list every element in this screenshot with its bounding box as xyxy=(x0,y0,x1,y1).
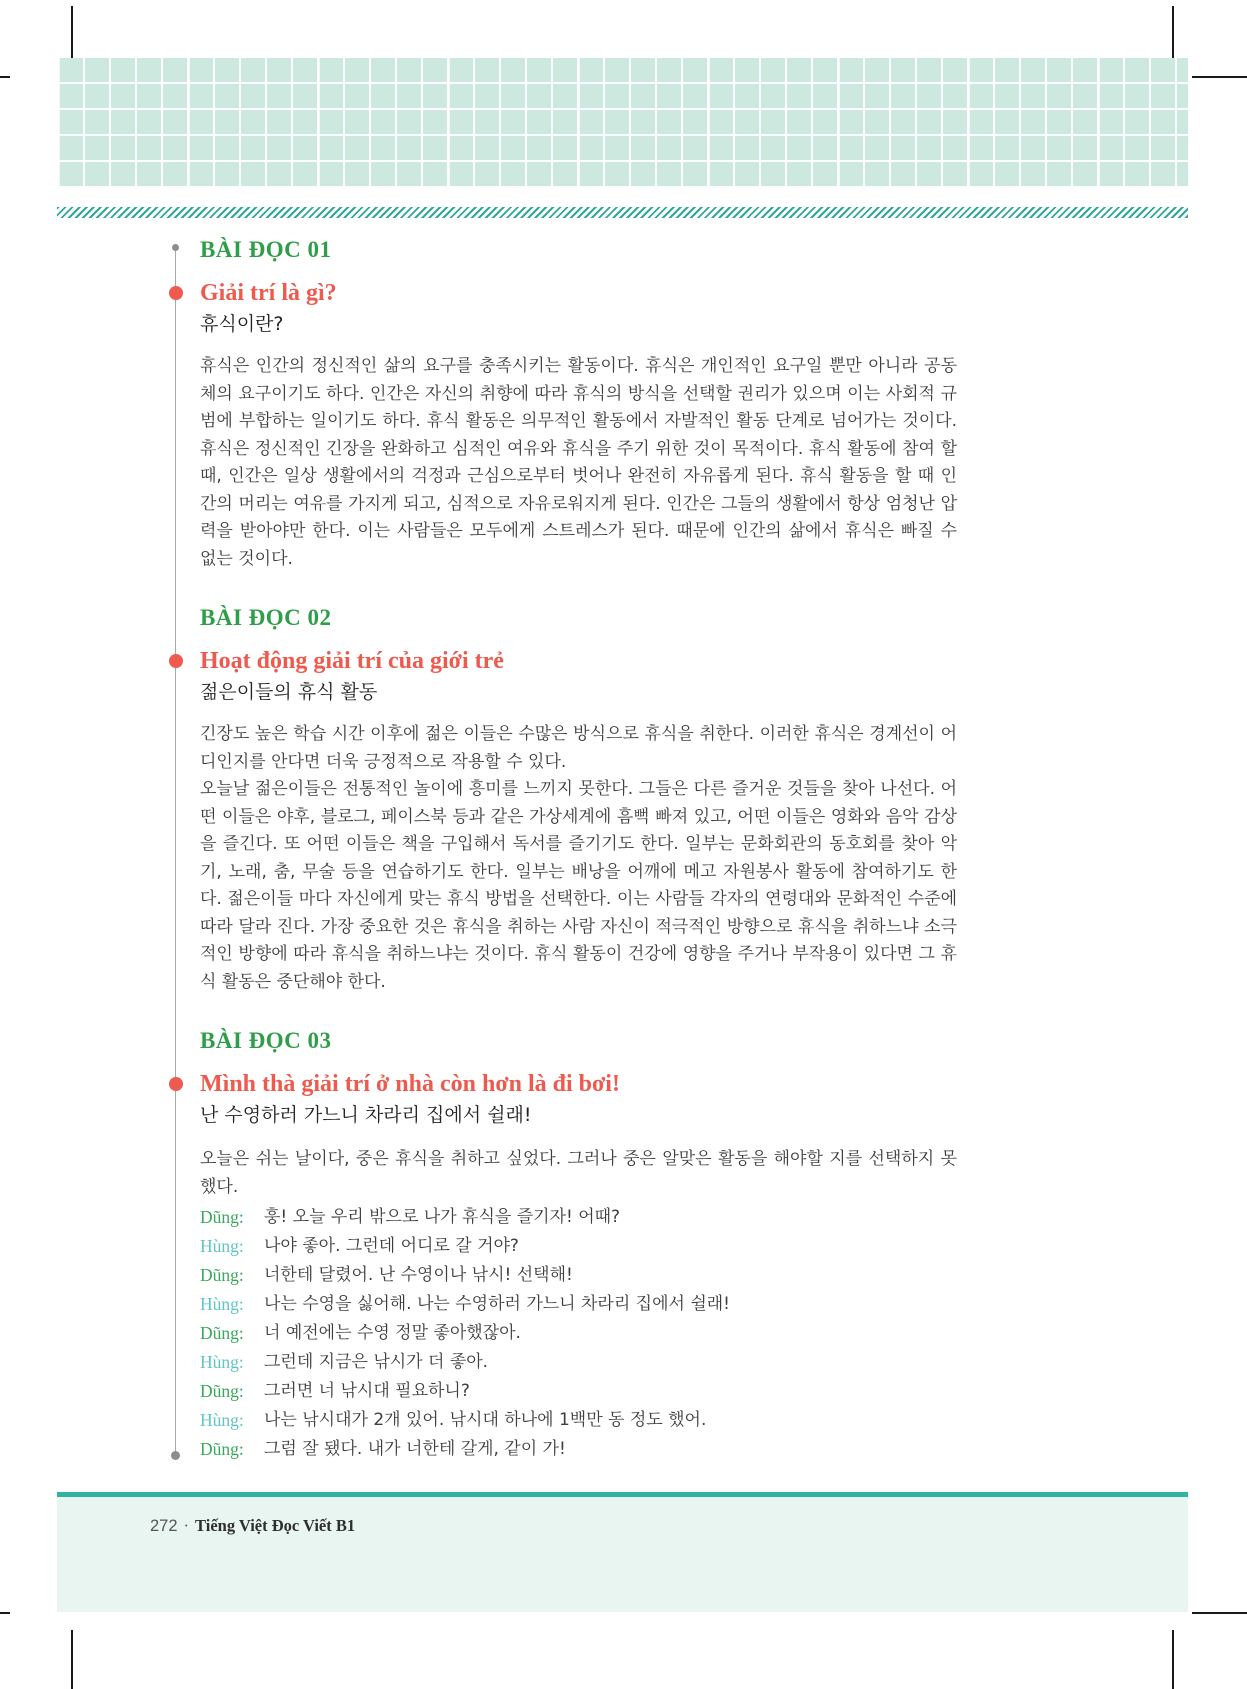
speaker-label: Dũng: xyxy=(200,1381,244,1401)
decorative-grid-band xyxy=(57,58,1188,188)
red-bullet-icon xyxy=(169,1077,183,1091)
footer-page-info xyxy=(150,1516,355,1536)
reading-paragraph: 휴식은 인간의 정신적인 삶의 요구를 충족시키는 활동이다. 휴식은 개인적인 요구일 뿐만 아니라 공동체의 요구이기도 하다. 인간은 자신의 취향에 따라 휴식의 방식을 선택할 권리가 있으며 이는 사회적 규범에 부합하는 일이기도 하다. 휴식 활동은 의무적인 활동에서 자발적인 활동 단계로 넘어가는 것이다. 휴식은 정신적인 긴장을 완화하고 심적인 여유와 휴식을 주기 위한 것이 목적이다. 휴식 활동에 참여 할 때, 인간은 일상 생활에서의 걱정과 근심으로부터 벗어나 완전히 자유롭게 된다. 휴식 활동을 할 때 인간의 머리는 여유를 가지게 되고, 심적으로 자유로워지게 된다. 인간은 그들의 생활에서 항상 엄청난 압력을 받아야만 한다. 이는 사람들은 모두에게 스트레스가 된다. 때문에 인간의 삶에서 휴식은 빠질 수 없는 것이다. xyxy=(200,356,957,569)
footer-mint-band xyxy=(57,1497,1188,1612)
section-title-row xyxy=(200,646,957,676)
dialogue-text: 나는 수영을 싫어해. 나는 수영하러 가느니 차라리 집에서 쉴래! xyxy=(264,1294,730,1314)
speaker-label: Dũng: xyxy=(200,1439,244,1459)
dialogue-line xyxy=(200,1232,957,1261)
dialogue-text: 너 예전에는 수영 정말 좋아했잖아. xyxy=(264,1323,521,1343)
book-title: Tiếng Việt Đọc Viết B1 xyxy=(195,1516,356,1535)
red-bullet-icon xyxy=(169,654,183,668)
dialogue-text: 너한테 달렸어. 난 수영이나 낚시! 선택해! xyxy=(264,1265,573,1285)
timeline-rail xyxy=(175,250,176,1456)
section-header: BÀI ĐỌC 03 xyxy=(200,1028,332,1053)
section-subtitle-korean: 난 수영하러 가느니 차라리 집에서 쉴래! xyxy=(200,1104,532,1126)
page-number: 272 xyxy=(150,1517,178,1535)
timeline-top-dot xyxy=(172,244,179,251)
dialogue-line xyxy=(200,1377,957,1406)
red-bullet-icon xyxy=(169,286,183,300)
timeline-bottom-dot xyxy=(171,1451,180,1460)
dialogue-line xyxy=(200,1435,957,1464)
dialogue-text: 그런데 지금은 낚시가 더 좋아. xyxy=(264,1352,489,1372)
footer-separator: · xyxy=(183,1516,190,1535)
section-header: BÀI ĐỌC 02 xyxy=(200,605,332,630)
crop-mark-top-left-horizontal xyxy=(0,76,10,78)
crop-mark-bottom-left-horizontal xyxy=(0,1612,10,1614)
dialogue-text: 나야 좋아. 그런데 어디로 갈 거야? xyxy=(264,1236,519,1256)
content-column xyxy=(200,235,957,1532)
dialogue-line xyxy=(200,1203,957,1232)
dialogue-line xyxy=(200,1406,957,1435)
speaker-label: Dũng: xyxy=(200,1265,244,1285)
dialogue-text: 그러면 너 낚시대 필요하니? xyxy=(264,1381,470,1401)
crop-mark-bottom-left-vertical xyxy=(71,1630,73,1689)
section-bai-doc-02 xyxy=(200,603,957,996)
hatched-divider xyxy=(57,207,1188,218)
section-subtitle-korean: 젊은이들의 휴식 활동 xyxy=(200,681,378,703)
crop-mark-top-right-vertical xyxy=(1172,6,1174,58)
section-subtitle-korean: 휴식이란? xyxy=(200,313,284,335)
section-title-row xyxy=(200,278,957,308)
crop-mark-top-left-vertical xyxy=(71,6,73,58)
section-title-vietnamese: Giải trí là gì? xyxy=(200,280,337,306)
reading-paragraph: 오늘날 젊은이들은 전통적인 놀이에 흥미를 느끼지 못한다. 그들은 다른 즐거운 것들을 찾아 나선다. 어떤 이들은 야후, 블로그, 페이스북 등과 같은 가상세계에 흠뻑 빠져 있고, 어떤 이들은 영화와 음악 감상을 즐긴다. 또 어떤 이들은 책을 구입해서 독서를 즐기기도 한다. 일부는 문화회관의 동호회를 찾아 악기, 노래, 춤, 무술 등을 연습하기도 한다. 일부는 배낭을 어깨에 메고 자원봉사 활동에 참여하기도 한다. 젊은이들 마다 자신에게 맞는 휴식 방법을 선택한다. 이는 사람들 각자의 연령대와 문화적인 수준에 따라 달라 진다. 가장 중요한 것은 휴식을 취하는 사람 자신이 적극적인 방향으로 휴식을 취하느냐 소극적인 방향에 따라 휴식을 취하느냐는 것이다. 휴식 활동이 건강에 영향을 주거나 부작용이 있다면 그 휴식 활동은 중단해야 한다. xyxy=(200,779,957,992)
speaker-label: Hùng: xyxy=(200,1294,244,1314)
section-title-vietnamese: Mình thà giải trí ở nhà còn hơn là đi bơi! xyxy=(200,1071,620,1097)
speaker-label: Dũng: xyxy=(200,1323,244,1343)
dialogue-line xyxy=(200,1348,957,1377)
speaker-label: Hùng: xyxy=(200,1352,244,1372)
crop-mark-bottom-right-vertical xyxy=(1172,1630,1174,1689)
dialogue-line xyxy=(200,1290,957,1319)
speaker-label: Dũng: xyxy=(200,1207,244,1227)
dialogue-intro: 오늘은 쉬는 날이다, 중은 휴식을 취하고 싶었다. 그러나 중은 알맞은 활동을 해야할 지를 선택하지 못했다. xyxy=(200,1149,957,1197)
dialogue-line xyxy=(200,1261,957,1290)
dialogue-text: 그럼 잘 됐다. 내가 너한테 갈게, 같이 가! xyxy=(264,1439,566,1459)
dialogue-text: 나는 낚시대가 2개 있어. 낚시대 하나에 1백만 동 정도 했어. xyxy=(264,1410,707,1430)
reading-paragraph: 긴장도 높은 학습 시간 이후에 젊은 이들은 수많은 방식으로 휴식을 취한다. 이러한 휴식은 경계선이 어디인지를 안다면 더욱 긍정적으로 작용할 수 있다. xyxy=(200,724,957,772)
dialogue-line xyxy=(200,1319,957,1348)
speaker-label: Hùng: xyxy=(200,1410,244,1430)
section-bai-doc-01 xyxy=(200,235,957,573)
dialogue-text: 훙! 오늘 우리 밖으로 나가 휴식을 즐기자! 어때? xyxy=(264,1207,621,1227)
section-header: BÀI ĐỌC 01 xyxy=(200,237,332,262)
section-title-vietnamese: Hoạt động giải trí của giới trẻ xyxy=(200,648,504,674)
speaker-label: Hùng: xyxy=(200,1236,244,1256)
section-title-row xyxy=(200,1069,957,1099)
section-bai-doc-03 xyxy=(200,1026,957,1464)
crop-mark-top-right-horizontal xyxy=(1192,76,1247,78)
crop-mark-bottom-right-horizontal xyxy=(1192,1612,1247,1614)
dialogue-block xyxy=(200,1203,957,1464)
